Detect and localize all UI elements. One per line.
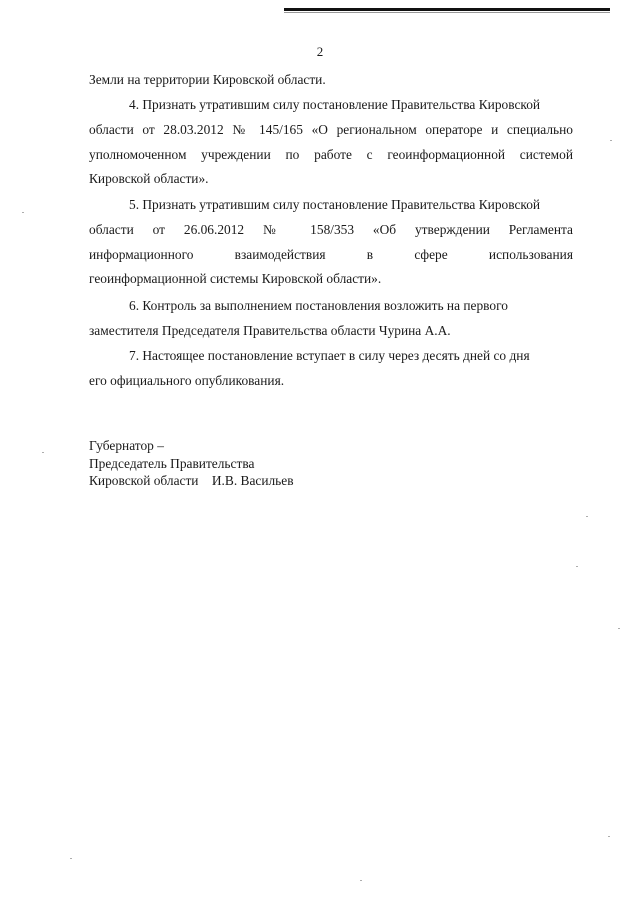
signatory-title: Кировской области — [89, 473, 199, 488]
paragraph-continuation — [89, 68, 573, 93]
scan-speck — [610, 140, 612, 141]
text-line: 7. Настоящее постановление вступает в силу через десять дней со дня — [129, 348, 530, 363]
scan-speck — [608, 836, 610, 837]
scan-speck — [42, 452, 44, 453]
scan-speck — [360, 880, 362, 881]
text-line: заместителя Председателя Правительства области Чурина А.А. — [89, 322, 451, 338]
paragraph-item-5 — [89, 193, 573, 292]
signatory-title-and-name — [89, 472, 294, 490]
scan-speck — [22, 212, 24, 213]
paragraph-item-7 — [89, 344, 573, 394]
signature-block — [89, 437, 294, 490]
scan-speck — [618, 628, 620, 629]
signatory-title: Губернатор – — [89, 438, 164, 453]
text-line: 5. Признать утратившим силу постановление Правительства Кировской — [129, 197, 541, 212]
scan-speck — [576, 566, 578, 567]
signatory-name: И.В. Васильев — [211, 473, 294, 488]
scan-speck — [70, 858, 72, 859]
header-rule-shadow — [284, 12, 610, 13]
text-line: 6. Контроль за выполнением постановления возложить на первого — [129, 298, 508, 313]
signatory-title: Председатель Правительства — [89, 455, 255, 471]
text-line: информационного взаимодействия в сфере использования — [89, 246, 573, 262]
text-line: области от 28.03.2012 № 145/165 «О региональном операторе и специально — [89, 121, 573, 137]
text-line: области от 26.06.2012 № 158/353 «Об утверждении Регламента — [89, 221, 573, 237]
page-number: 2 — [316, 44, 324, 59]
text-line: его официального опубликования. — [89, 372, 285, 388]
paragraph-item-4 — [89, 93, 573, 192]
text-line: уполномоченном учреждении по работе с геоинформационной системой — [89, 146, 573, 162]
paragraph-item-6 — [89, 294, 573, 344]
text-line: 4. Признать утратившим силу постановление Правительства Кировской — [129, 97, 541, 112]
header-rule — [284, 8, 610, 11]
scan-speck — [586, 516, 588, 517]
text-line: Земли на территории Кировской области. — [89, 72, 326, 87]
text-line: Кировской области». — [89, 171, 209, 187]
text-line: геоинформационной системы Кировской области». — [89, 271, 382, 287]
